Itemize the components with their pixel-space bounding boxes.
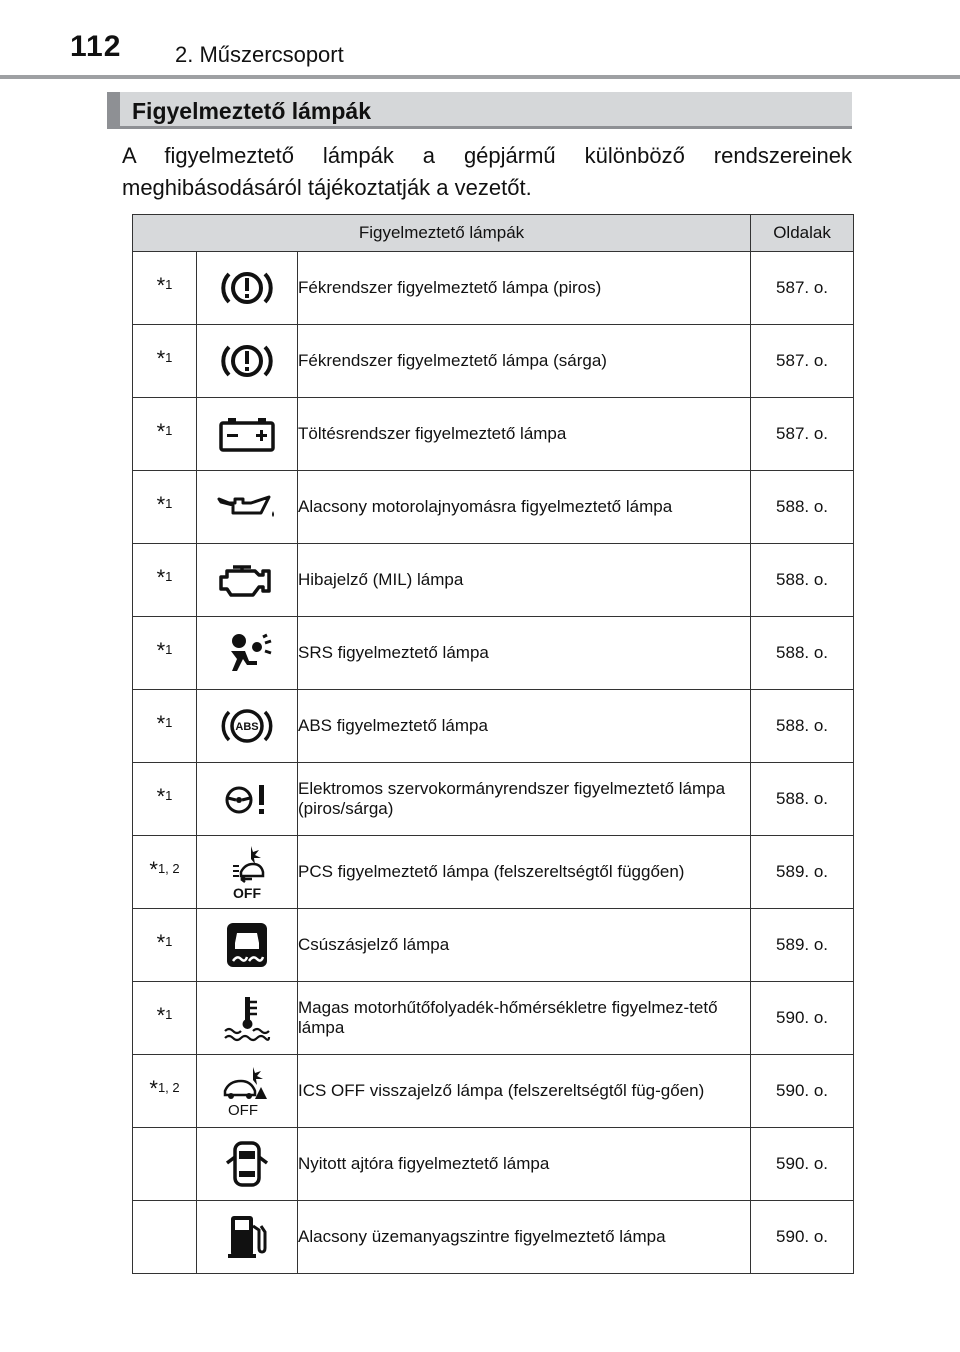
chapter-title: 2. Műszercsoport [175,42,344,67]
page-reference: 588. o. [751,544,854,617]
footnote-marker: *$^1$ [133,325,197,398]
lamp-description: Csúszásjelző lámpa [298,909,751,982]
lamp-description: Elektromos szervokormányrendszer figyelmeztető lámpa (piros/sárga) [298,763,751,836]
table-row [133,398,854,471]
page-reference: 588. o. [751,617,854,690]
footnote-marker: *$^1$ [133,690,197,763]
battery-icon [197,398,298,471]
table-row [133,1128,854,1201]
page-number: 112 [70,30,122,63]
column-header-lamps: Figyelmeztető lámpák [133,215,751,252]
footnote-marker: *$^1$ [133,544,197,617]
page-reference: 588. o. [751,763,854,836]
page-reference: 590. o. [751,1201,854,1274]
table-row [133,1055,854,1128]
slip-indicator-icon [197,909,298,982]
page-reference: 588. o. [751,690,854,763]
page-reference: 590. o. [751,1055,854,1128]
footnote-marker: *$^1$ [133,252,197,325]
lamp-description: Nyitott ajtóra figyelmeztető lámpa [298,1128,751,1201]
lamp-description: Hibajelző (MIL) lámpa [298,544,751,617]
table-row [133,617,854,690]
door-open-icon [197,1128,298,1201]
svg-text:ABS: ABS [235,721,259,733]
page-reference: 589. o. [751,909,854,982]
table-row [133,1201,854,1274]
table-row [133,471,854,544]
lamp-description: ABS figyelmeztető lámpa [298,690,751,763]
section-heading [107,92,852,129]
footnote-marker: *$^1$ [133,763,197,836]
footnote-marker [133,1201,197,1274]
lamp-description: PCS figyelmeztető lámpa (felszereltségtől függően) [298,836,751,909]
footnote-marker: *$^1$ [133,982,197,1055]
header-rule [0,75,960,79]
lamp-description: Fékrendszer figyelmeztető lámpa (sárga) [298,325,751,398]
lamp-description: ICS OFF visszajelző lámpa (felszereltségtől füg-gően) [298,1055,751,1128]
page-reference: 590. o. [751,1128,854,1201]
page-header [0,0,960,80]
table-row [133,982,854,1055]
table-row [133,325,854,398]
column-header-pages: Oldalak [751,215,854,252]
lamp-description: Töltésrendszer figyelmeztető lámpa [298,398,751,471]
footnote-marker: *$^{1, 2}$ [133,836,197,909]
fuel-icon [197,1201,298,1274]
section-heading-text: Figyelmeztető lámpák [132,98,372,124]
table-row [133,909,854,982]
table-row [133,763,854,836]
power-steering-icon [197,763,298,836]
footnote-marker: *$^1$ [133,617,197,690]
lamp-description: Alacsony motorolajnyomásra figyelmeztető lámpa [298,471,751,544]
coolant-temp-icon [197,982,298,1055]
intro-paragraph: A figyelmeztető lámpák a gépjármű különböző rendszereinek meghibásodásáról tájékoztatják a vezetőt. [122,143,852,200]
table-header-row [133,215,854,252]
warning-lamps-table [132,214,854,1274]
table-row [133,836,854,909]
footnote-marker: *$^1$ [133,398,197,471]
page-reference: 587. o. [751,325,854,398]
table-row [133,544,854,617]
airbag-icon [197,617,298,690]
page-reference: 590. o. [751,982,854,1055]
table-row [133,690,854,763]
lamp-description: SRS figyelmeztető lámpa [298,617,751,690]
engine-check-icon [197,544,298,617]
footnote-marker [133,1128,197,1201]
footnote-marker: *$^{1, 2}$ [133,1055,197,1128]
abs-icon [197,690,298,763]
table-row [133,252,854,325]
page-reference: 587. o. [751,398,854,471]
page-reference: 587. o. [751,252,854,325]
page-reference: 588. o. [751,471,854,544]
ics-off-icon [197,1055,298,1128]
lamp-description: Alacsony üzemanyagszintre figyelmeztető lámpa [298,1201,751,1274]
lamp-description: Fékrendszer figyelmeztető lámpa (piros) [298,252,751,325]
brake-warning-icon [197,252,298,325]
brake-warning-icon [197,325,298,398]
page-reference: 589. o. [751,836,854,909]
footnote-marker: *$^1$ [133,471,197,544]
footnote-marker: *$^1$ [133,909,197,982]
svg-text:OFF: OFF [233,885,261,901]
oil-pressure-icon [197,471,298,544]
lamp-description: Magas motorhűtőfolyadék-hőmérsékletre figyelmez-tető lámpa [298,982,751,1055]
pcs-off-icon [197,836,298,909]
svg-text:OFF: OFF [228,1102,258,1119]
